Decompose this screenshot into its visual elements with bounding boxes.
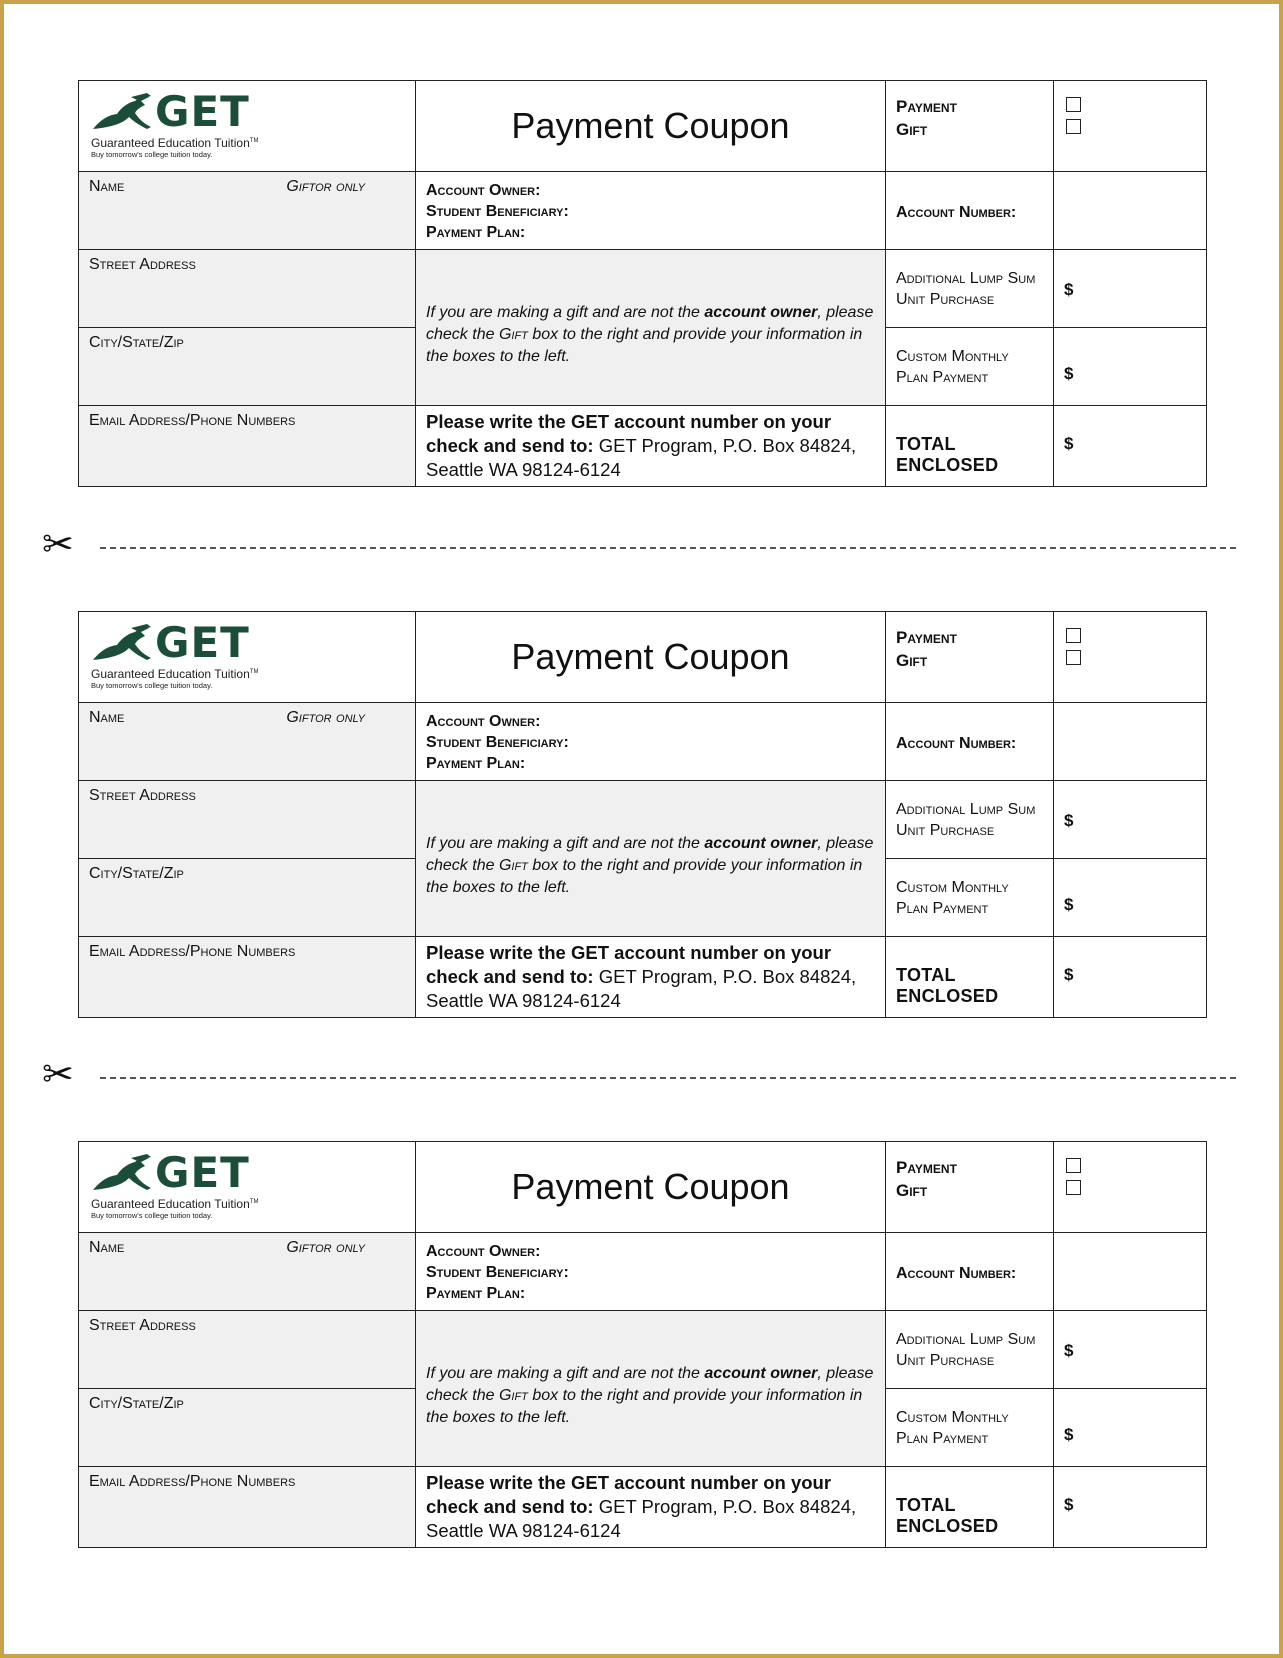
gift-instructions: If you are making a gift and are not the account owner, please check the Gift box to the right and provide your information in the boxes to the left. (426, 1365, 874, 1426)
account-number-field[interactable] (1054, 703, 1207, 781)
dollar-sign: $ (1064, 965, 1074, 984)
name-label: Name (89, 1239, 125, 1256)
checkbox-cell (1054, 81, 1207, 172)
title-cell (416, 81, 886, 172)
account-number-label: Account Number: (896, 735, 1017, 752)
dollar-sign: $ (1064, 364, 1074, 383)
custom-monthly-amount-field[interactable] (1054, 859, 1207, 937)
gift-instructions: If you are making a gift and are not the account owner, please check the Gift box to the right and provide your information in the boxes to the left. (426, 304, 874, 365)
email-phone-field[interactable] (79, 937, 416, 1018)
name-label: Name (89, 178, 125, 195)
payment-type-cell (886, 612, 1054, 703)
email-phone-label: Email Address/Phone Numbers (89, 412, 296, 429)
payment-checkbox[interactable] (1066, 628, 1081, 643)
payment-type-cell (886, 81, 1054, 172)
custom-monthly-label-cell (886, 1389, 1054, 1467)
gift-instructions-cell (416, 1311, 886, 1467)
payment-plan-label: Payment Plan: (426, 1285, 526, 1302)
mailing-instructions-cell (416, 1467, 886, 1548)
street-address-field[interactable] (79, 250, 416, 328)
custom-monthly-label-2: Plan Payment (896, 1430, 989, 1447)
city-state-zip-field[interactable] (79, 859, 416, 937)
cut-line (42, 525, 1236, 565)
giftor-only-label: Giftor only (286, 1239, 365, 1256)
lump-sum-label-1: Additional Lump Sum (896, 801, 1036, 818)
email-phone-label: Email Address/Phone Numbers (89, 1473, 296, 1490)
logo-wordmark: GET (155, 87, 250, 136)
custom-monthly-label-1: Custom Monthly (896, 1409, 1009, 1426)
payment-coupon (78, 1141, 1206, 1547)
custom-monthly-amount-field[interactable] (1054, 1389, 1207, 1467)
gift-instructions: If you are making a gift and are not the account owner, please check the Gift box to the right and provide your information in the boxes to the left. (426, 835, 874, 896)
logo-name: Guaranteed Education Tuition™ (91, 667, 259, 681)
total-enclosed-label: TOTAL ENCLOSED (896, 1495, 999, 1536)
payment-plan-label: Payment Plan: (426, 755, 526, 772)
gift-checkbox[interactable] (1066, 119, 1081, 134)
mailing-instructions: Please write the GET account number on your check and send to: GET Program, P.O. Box 84824, Seattle WA 98124-6124 (426, 411, 857, 480)
lump-sum-label-2: Unit Purchase (896, 822, 995, 839)
payment-type-cell (886, 1142, 1054, 1233)
scissors-icon: ✂ (42, 524, 74, 566)
logo-tagline: Buy tomorrow's college tuition today. (91, 681, 213, 690)
account-info-cell (416, 703, 886, 781)
account-info-cell (416, 172, 886, 250)
student-beneficiary-label: Student Beneficiary: (426, 203, 569, 220)
street-address-label: Street Address (89, 256, 196, 273)
graduate-figure-icon (91, 93, 153, 133)
city-state-zip-field[interactable] (79, 1389, 416, 1467)
mailing-instructions-cell (416, 406, 886, 487)
mailing-instructions: Please write the GET account number on your check and send to: GET Program, P.O. Box 84824, Seattle WA 98124-6124 (426, 1472, 857, 1541)
total-enclosed-amount-field[interactable] (1054, 937, 1207, 1018)
payment-option-label: Payment (896, 97, 957, 116)
account-number-label: Account Number: (896, 204, 1017, 221)
city-state-zip-label: City/State/Zip (89, 334, 184, 351)
gift-option-label: Gift (896, 1181, 928, 1200)
total-enclosed-amount-field[interactable] (1054, 1467, 1207, 1548)
gift-option-label: Gift (896, 120, 928, 139)
email-phone-label: Email Address/Phone Numbers (89, 943, 296, 960)
account-number-label-cell (886, 172, 1054, 250)
custom-monthly-amount-field[interactable] (1054, 328, 1207, 406)
account-number-label: Account Number: (896, 1265, 1017, 1282)
email-phone-field[interactable] (79, 1467, 416, 1548)
city-state-zip-label: City/State/Zip (89, 865, 184, 882)
logo-cell (79, 81, 416, 172)
street-address-field[interactable] (79, 1311, 416, 1389)
total-enclosed-label-cell (886, 406, 1054, 487)
gift-checkbox[interactable] (1066, 1180, 1081, 1195)
custom-monthly-label-2: Plan Payment (896, 369, 989, 386)
lump-sum-label-1: Additional Lump Sum (896, 270, 1036, 287)
payment-option-label: Payment (896, 628, 957, 647)
logo-wordmark: GET (155, 618, 250, 667)
title-cell (416, 612, 886, 703)
logo-tagline: Buy tomorrow's college tuition today. (91, 150, 213, 159)
scissors-icon: ✂ (42, 1054, 74, 1096)
name-field[interactable] (79, 703, 416, 781)
mailing-instructions: Please write the GET account number on your check and send to: GET Program, P.O. Box 84824, Seattle WA 98124-6124 (426, 942, 857, 1011)
giftor-only-label: Giftor only (286, 178, 365, 195)
street-address-label: Street Address (89, 1317, 196, 1334)
dollar-sign: $ (1064, 434, 1074, 453)
title-cell (416, 1142, 886, 1233)
lump-sum-amount-field[interactable] (1054, 781, 1207, 859)
account-owner-label: Account Owner: (426, 713, 541, 730)
dollar-sign: $ (1064, 280, 1074, 299)
mailing-instructions-cell (416, 937, 886, 1018)
total-enclosed-label: TOTAL ENCLOSED (896, 434, 999, 475)
graduate-figure-icon (91, 1154, 153, 1194)
name-field[interactable] (79, 1233, 416, 1311)
get-logo (91, 1150, 403, 1221)
dollar-sign: $ (1064, 1425, 1074, 1444)
account-info-cell (416, 1233, 886, 1311)
cut-line (42, 1055, 1236, 1095)
account-number-field[interactable] (1054, 1233, 1207, 1311)
payment-coupon (78, 80, 1206, 486)
gift-instructions-cell (416, 250, 886, 406)
lump-sum-label-cell (886, 1311, 1054, 1389)
custom-monthly-label-1: Custom Monthly (896, 879, 1009, 896)
student-beneficiary-label: Student Beneficiary: (426, 1264, 569, 1281)
lump-sum-label-2: Unit Purchase (896, 291, 995, 308)
name-field[interactable] (79, 172, 416, 250)
checkbox-cell (1054, 1142, 1207, 1233)
account-owner-label: Account Owner: (426, 182, 541, 199)
get-logo (91, 89, 403, 160)
custom-monthly-label-1: Custom Monthly (896, 348, 1009, 365)
dollar-sign: $ (1064, 895, 1074, 914)
payment-option-label: Payment (896, 1158, 957, 1177)
account-number-label-cell (886, 703, 1054, 781)
lump-sum-label-2: Unit Purchase (896, 1352, 995, 1369)
logo-wordmark: GET (155, 1148, 250, 1197)
coupon-title: Payment Coupon (511, 1166, 790, 1207)
account-number-field[interactable] (1054, 172, 1207, 250)
total-enclosed-amount-field[interactable] (1054, 406, 1207, 487)
total-enclosed-label-cell (886, 937, 1054, 1018)
payment-checkbox[interactable] (1066, 97, 1081, 112)
coupon-title: Payment Coupon (511, 636, 790, 677)
total-enclosed-label-cell (886, 1467, 1054, 1548)
logo-name: Guaranteed Education Tuition™ (91, 1197, 259, 1211)
dollar-sign: $ (1064, 811, 1074, 830)
dashed-cut-guide (100, 547, 1236, 549)
lump-sum-label-cell (886, 250, 1054, 328)
custom-monthly-label-cell (886, 859, 1054, 937)
coupon-title: Payment Coupon (511, 105, 790, 146)
student-beneficiary-label: Student Beneficiary: (426, 734, 569, 751)
dollar-sign: $ (1064, 1341, 1074, 1360)
get-logo (91, 620, 403, 691)
dashed-cut-guide (100, 1077, 1236, 1079)
logo-cell (79, 612, 416, 703)
dollar-sign: $ (1064, 1495, 1074, 1514)
gift-instructions-cell (416, 781, 886, 937)
gift-checkbox[interactable] (1066, 650, 1081, 665)
gift-option-label: Gift (896, 651, 928, 670)
graduate-figure-icon (91, 624, 153, 664)
street-address-field[interactable] (79, 781, 416, 859)
city-state-zip-field[interactable] (79, 328, 416, 406)
payment-coupon (78, 611, 1206, 1017)
city-state-zip-label: City/State/Zip (89, 1395, 184, 1412)
lump-sum-label-1: Additional Lump Sum (896, 1331, 1036, 1348)
logo-tagline: Buy tomorrow's college tuition today. (91, 1211, 213, 1220)
logo-cell (79, 1142, 416, 1233)
account-owner-label: Account Owner: (426, 1243, 541, 1260)
logo-name: Guaranteed Education Tuition™ (91, 136, 259, 150)
checkbox-cell (1054, 612, 1207, 703)
custom-monthly-label-2: Plan Payment (896, 900, 989, 917)
lump-sum-label-cell (886, 781, 1054, 859)
email-phone-field[interactable] (79, 406, 416, 487)
giftor-only-label: Giftor only (286, 709, 365, 726)
payment-checkbox[interactable] (1066, 1158, 1081, 1173)
lump-sum-amount-field[interactable] (1054, 1311, 1207, 1389)
street-address-label: Street Address (89, 787, 196, 804)
custom-monthly-label-cell (886, 328, 1054, 406)
total-enclosed-label: TOTAL ENCLOSED (896, 965, 999, 1006)
lump-sum-amount-field[interactable] (1054, 250, 1207, 328)
account-number-label-cell (886, 1233, 1054, 1311)
name-label: Name (89, 709, 125, 726)
payment-plan-label: Payment Plan: (426, 224, 526, 241)
